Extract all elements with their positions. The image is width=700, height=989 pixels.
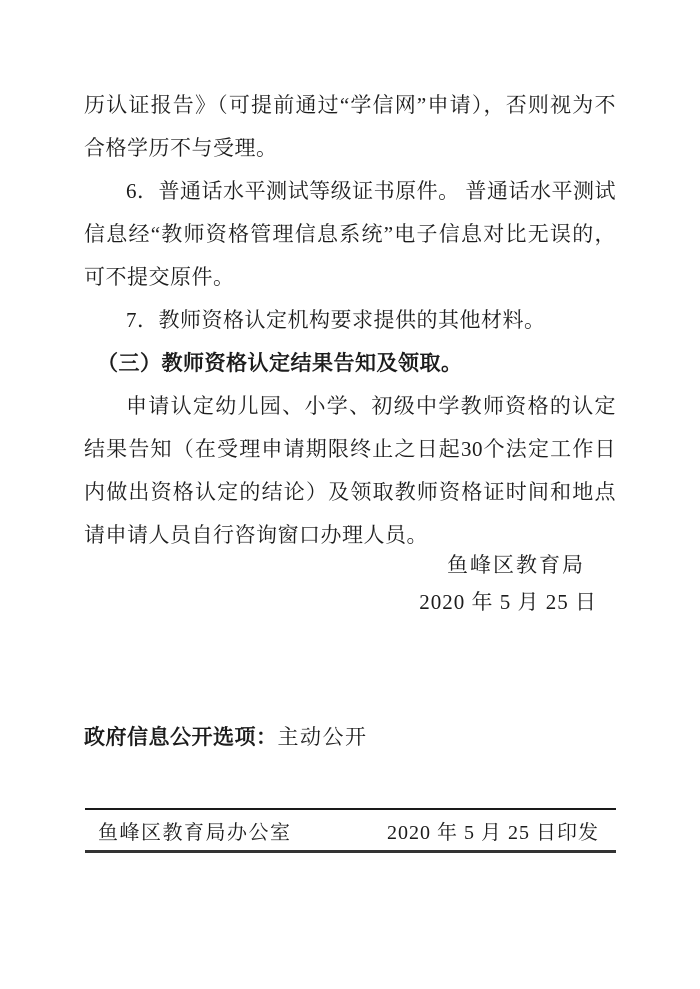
paragraph-continuation: 历认证报告》（可提前通过“学信网”申请），否则视为不合格学历不与受理。	[84, 93, 616, 160]
disclosure-value: 主动公开	[277, 725, 368, 749]
disclosure-line	[84, 721, 368, 751]
footer-print-date: 2020 年 5 月 25 日印发	[387, 821, 599, 844]
footer-rule-box	[85, 808, 616, 853]
section-heading: （三）教师资格认定结果告知及领取。	[97, 351, 463, 375]
footer-issuing-office: 鱼峰区教育局办公室	[98, 821, 292, 844]
signature-date: 2020 年 5 月 25 日	[419, 590, 597, 614]
paragraph-result-notice: 申请认定幼儿园、小学、初级中学教师资格的认定结果告知（在受理申请期限终止之日起30个法定工作日内做出资格认定的结论）及领取教师资格证时间和地点请申请人员自行咨询窗口办理人员。	[84, 394, 616, 547]
document-body	[84, 84, 616, 557]
paragraph-item-7: 7．教师资格认定机构要求提供的其他材料。	[126, 308, 546, 332]
disclosure-label: 政府信息公开选项：	[84, 726, 278, 749]
signature-organization: 鱼峰区教育局	[447, 553, 585, 577]
paragraph-item-6: 6．普通话水平测试等级证书原件。 普通话水平测试信息经“教师资格管理信息系统”电子信息对比无误的，可不提交原件。	[84, 179, 616, 289]
